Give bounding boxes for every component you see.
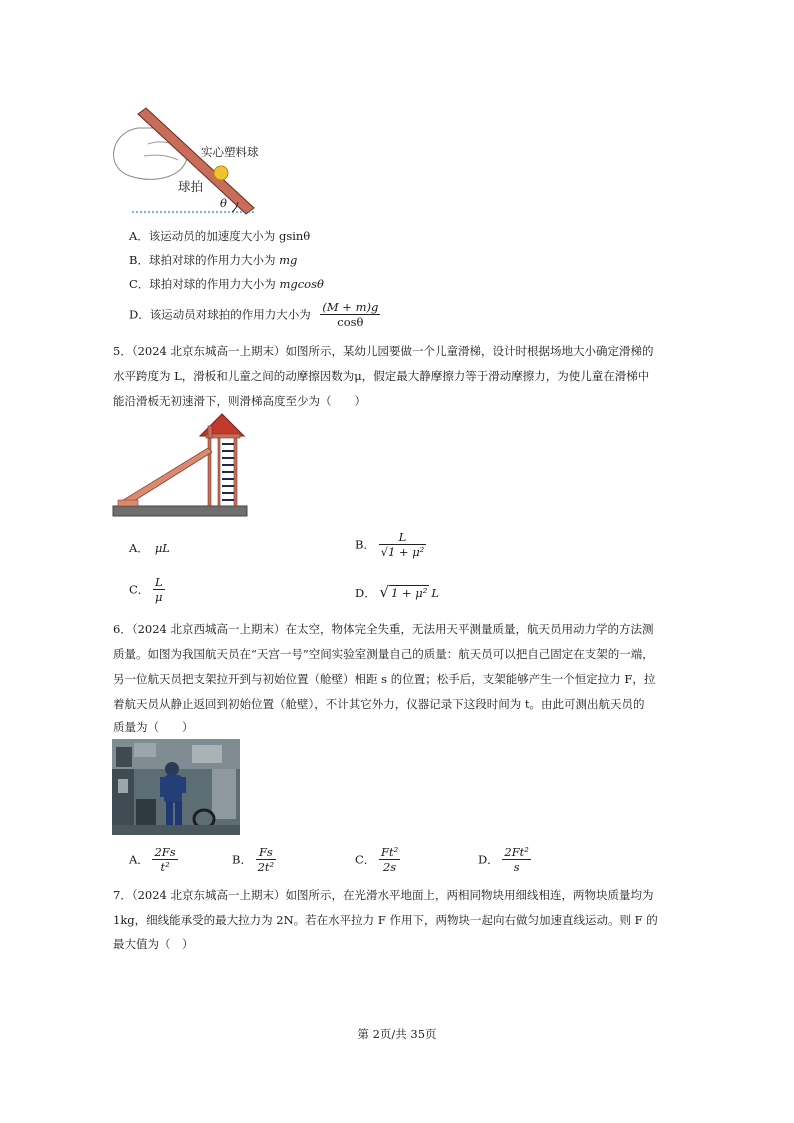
racket-ball-figure: [108, 100, 278, 220]
q6-line-5: 质量为（ ）: [113, 720, 194, 734]
q6-d-fraction: $\frac{\text{2Ft²}}{s}$: [504, 845, 529, 874]
q5-d-sqrt: √ 1 + μ²: [379, 583, 428, 601]
q7-line-1: 7．（2024 北京东城高一上期末）如图所示，在光滑水平地面上，两相同物块用细线相连，两物块质量均为: [113, 888, 654, 902]
q5-c-fraction: $\frac{L}{\mu}$: [154, 575, 163, 604]
q5-line-2: 水平跨度为 L，滑板和儿童之间的动摩擦因数为μ，假定最大静摩擦力等于滑动摩擦力，为使儿童在滑梯中: [113, 369, 650, 383]
slide-board: [120, 448, 212, 506]
q4-option-b: B．球拍对球的作用力大小为 mg: [129, 253, 298, 267]
q4-option-c: C．球拍对球的作用力大小为 mgcosθ: [129, 277, 324, 291]
q6-c-fraction: $\frac{\text{Ft²}}{2s}$: [380, 845, 399, 874]
q5-option-b: B． $\frac{L}{\text{√1 + μ²}}$: [355, 530, 425, 559]
racket-label: 球拍: [178, 179, 204, 194]
page-footer: 第 2页/共 35页: [357, 1027, 437, 1041]
q6-option-a: A． $\frac{2Fs}{\text{t²}}$: [129, 845, 176, 874]
q5-option-c: C． $\frac{L}{\mu}$: [129, 575, 163, 604]
q5-line-3: 能沿滑板无初速滑下，则滑梯高度至少为（ ）: [113, 394, 366, 408]
q6-line-4: 着航天员从静止返回到初始位置（舱壁），不计其它外力，仪器记录下这段时间为 t。由此可测出航天员的: [113, 697, 645, 711]
slide-base: [113, 506, 247, 516]
ladder: [222, 444, 234, 500]
angle-label: θ: [220, 196, 227, 210]
q4-d-fraction: $\frac{(M + m)g}{\cos\theta}$: [322, 300, 379, 329]
q5-option-d: D． √ 1 + μ² L: [355, 583, 439, 601]
q6-b-fraction: $\frac{Fs}{\text{2t²}}$: [257, 845, 275, 874]
q5-line-1: 5．（2024 北京东城高一上期末）如图所示，某幼儿园要做一个儿童滑梯，设计时根据场地大小确定滑梯的: [113, 344, 654, 358]
slide-figure: [112, 410, 252, 522]
q6-option-b: B． $\frac{Fs}{\text{2t²}}$: [232, 845, 275, 874]
q5-option-a: A． μL: [129, 541, 170, 555]
slide-roof: [200, 414, 244, 436]
q6-line-3: 另一位航天员把支架拉开到与初始位置（舱壁）相距 s 的位置；松手后，支架能够产生一个恒定拉力 F，拉: [113, 672, 656, 686]
q6-option-d: D． $\frac{\text{2Ft²}}{s}$: [478, 845, 529, 874]
q5-b-fraction: $\frac{L}{\text{√1 + μ²}}$: [380, 530, 425, 559]
ball: [214, 166, 228, 180]
q4-option-d: D．该运动员对球拍的作用力大小为 $\frac{(M + m)g}{\cos\theta}$: [129, 300, 379, 329]
q6-line-1: 6．（2024 北京西城高一上期末）在太空，物体完全失重，无法用天平测量质量，航天员用动力学的方法测: [113, 622, 654, 636]
ball-label: 实心塑料球: [201, 145, 259, 159]
q4-option-a: A．该运动员的加速度大小为 gsinθ: [129, 229, 311, 243]
q6-option-c: C． $\frac{\text{Ft²}}{2s}$: [355, 845, 399, 874]
q6-line-2: 质量。如图为我国航天员在“天宫一号”空间实验室测量自己的质量：航天员可以把自己固定在支架的一端，: [113, 647, 654, 661]
space-station-photo: [112, 739, 240, 835]
q6-a-fraction: $\frac{2Fs}{\text{t²}}$: [154, 845, 176, 874]
q7-line-3: 最大值为（ ）: [113, 937, 194, 951]
q7-line-2: 1kg，细线能承受的最大拉力为 2N。若在水平拉力 F 作用下，两物块一起向右做匀加速直线运动。则 F 的: [113, 913, 658, 927]
